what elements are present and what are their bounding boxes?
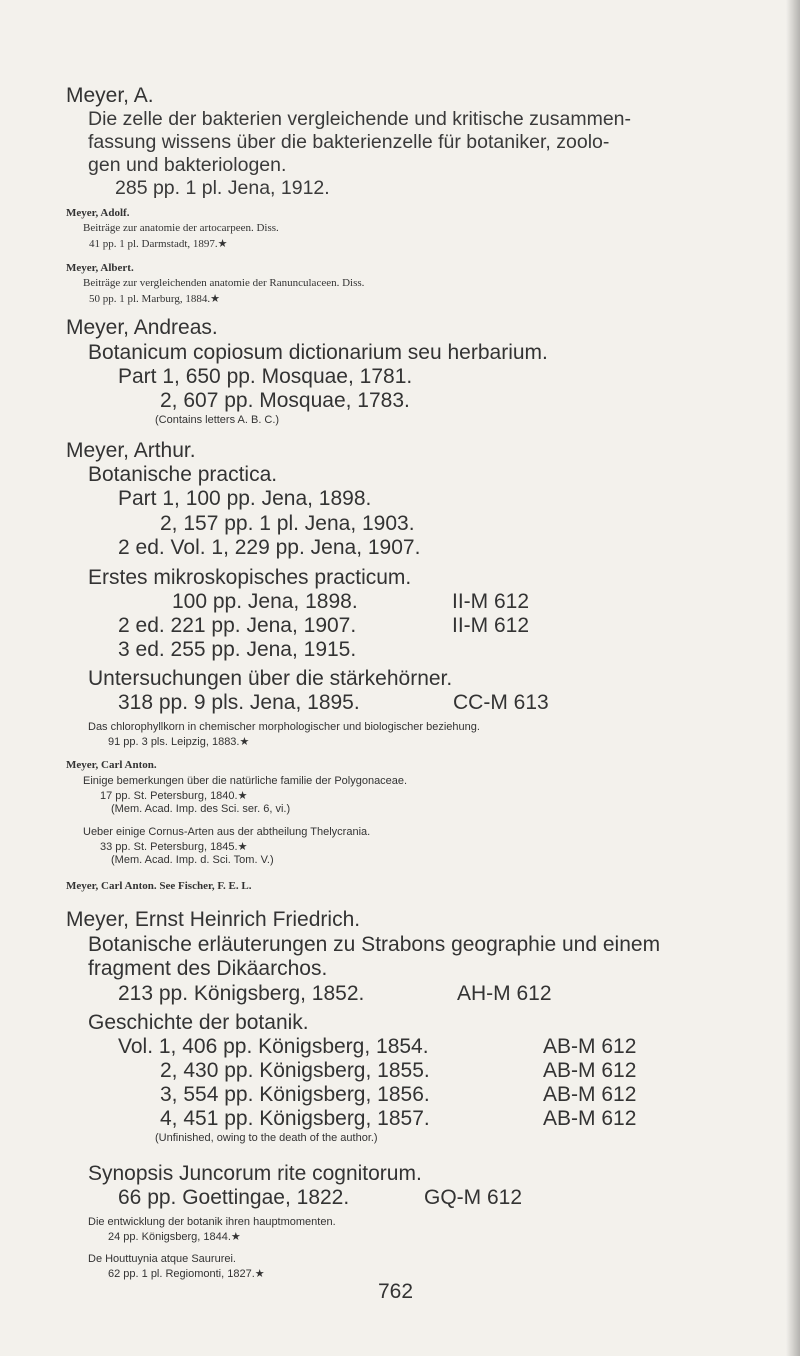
entry-imprint: 24 pp. Königsberg, 1844.★ [108, 1231, 241, 1243]
entry-title-line: Botanische erläuterungen zu Strabons geographie und einem [88, 933, 661, 956]
entry-note: (Mem. Acad. Imp. des Sci. ser. 6, vi.) [111, 803, 291, 815]
page-number: 762 [378, 1280, 414, 1303]
entry-title-line: Die zelle der bakterien vergleichende und kritische zusammen- [88, 108, 632, 130]
entry-title-line: De Houttuynia atque Saururei. [88, 1253, 236, 1265]
entry-imprint: 3 ed. 255 pp. Jena, 1915. [118, 638, 357, 661]
entry-volume-line: 2, 430 pp. Königsberg, 1855. [160, 1059, 430, 1082]
entry-heading-meyer-arthur: Meyer, Arthur. [66, 439, 196, 462]
entry-title-line: Geschichte der botanik. [88, 1011, 309, 1034]
entry-note: (Unfinished, owing to the death of the author.) [155, 1132, 378, 1144]
entry-title-line: fragment des Dikäarchos. [88, 957, 328, 980]
call-number: II-M 612 [452, 590, 530, 613]
entry-title-line: Beiträge zur vergleichenden anatomie der Ranunculaceen. Diss. [83, 277, 365, 289]
call-number: CC-M 613 [453, 691, 549, 714]
entry-title-line: gen und bakteriologen. [88, 154, 287, 176]
entry-imprint: 17 pp. St. Petersburg, 1840.★ [100, 790, 248, 802]
call-number: AB-M 612 [543, 1059, 637, 1082]
entry-title-line: Die entwicklung der botanik ihren hauptmomenten. [88, 1216, 336, 1228]
entry-note: (Contains letters A. B. C.) [155, 414, 280, 426]
entry-title-line: Untersuchungen über die stärkehörner. [88, 667, 453, 690]
entry-volume-line: 2, 607 pp. Mosquae, 1783. [160, 389, 410, 412]
entry-imprint: 50 pp. 1 pl. Marburg, 1884.★ [89, 293, 220, 305]
entry-title-line: Botanische practica. [88, 463, 278, 486]
entry-heading-meyer-albert: Meyer, Albert. [66, 262, 134, 274]
entry-volume-line: Part 1, 100 pp. Jena, 1898. [118, 487, 372, 510]
entry-volume-line: Vol. 1, 406 pp. Königsberg, 1854. [118, 1035, 429, 1058]
call-number: GQ-M 612 [424, 1186, 523, 1209]
entry-volume-line: 2, 157 pp. 1 pl. Jena, 1903. [160, 512, 415, 535]
entry-imprint: 318 pp. 9 pls. Jena, 1895. [118, 691, 360, 714]
entry-title-line: Synopsis Juncorum rite cognitorum. [88, 1162, 422, 1185]
entry-volume-line: Part 1, 650 pp. Mosquae, 1781. [118, 365, 413, 388]
entry-volume-line: 2 ed. Vol. 1, 229 pp. Jena, 1907. [118, 536, 421, 559]
entry-imprint: 2 ed. 221 pp. Jena, 1907. [118, 614, 357, 637]
entry-heading-meyer-andreas: Meyer, Andreas. [66, 316, 218, 339]
entry-imprint: 285 pp. 1 pl. Jena, 1912. [115, 177, 330, 199]
entry-imprint: 91 pp. 3 pls. Leipzig, 1883.★ [108, 736, 250, 748]
entry-imprint: 62 pp. 1 pl. Regiomonti, 1827.★ [108, 1268, 265, 1280]
entry-imprint: 41 pp. 1 pl. Darmstadt, 1897.★ [89, 238, 228, 250]
entry-volume-line: 3, 554 pp. Königsberg, 1856. [160, 1083, 430, 1106]
entry-heading-meyer-ernst: Meyer, Ernst Heinrich Friedrich. [66, 908, 361, 931]
entry-note: (Mem. Acad. Imp. d. Sci. Tom. V.) [111, 854, 274, 866]
scan-edge-shadow [786, 0, 800, 1356]
entry-imprint: 100 pp. Jena, 1898. [172, 590, 358, 613]
entry-title-line: fassung wissens über die bakterienzelle für botaniker, zoolo- [88, 131, 610, 153]
entry-title-line: Beiträge zur anatomie der artocarpeen. Diss. [83, 222, 279, 234]
entry-title-line: Erstes mikroskopisches practicum. [88, 566, 412, 589]
entry-heading-meyer-carl-anton: Meyer, Carl Anton. [66, 759, 157, 771]
entry-title-line: Das chlorophyllkorn in chemischer morphologischer und biologischer beziehung. [88, 721, 480, 733]
entry-title-line: Botanicum copiosum dictionarium seu herbarium. [88, 341, 548, 364]
entry-imprint: 33 pp. St. Petersburg, 1845.★ [100, 841, 248, 853]
entry-heading-meyer-adolf: Meyer, Adolf. [66, 207, 130, 219]
call-number: AB-M 612 [543, 1107, 637, 1130]
call-number: II-M 612 [452, 614, 530, 637]
call-number: AB-M 612 [543, 1083, 637, 1106]
entry-volume-line: 4, 451 pp. Königsberg, 1857. [160, 1107, 430, 1130]
entry-cross-reference: Meyer, Carl Anton. See Fischer, F. E. L. [66, 880, 252, 892]
call-number: AH-M 612 [457, 982, 552, 1005]
entry-title-line: Ueber einige Cornus-Arten aus der abtheilung Thelycrania. [83, 826, 371, 838]
entry-imprint: 213 pp. Königsberg, 1852. [118, 982, 365, 1005]
call-number: AB-M 612 [543, 1035, 637, 1058]
entry-heading-meyer-a: Meyer, A. [66, 84, 154, 107]
entry-title-line: Einige bemerkungen über die natürliche familie der Polygonaceae. [83, 775, 408, 787]
entry-imprint: 66 pp. Goettingae, 1822. [118, 1186, 350, 1209]
